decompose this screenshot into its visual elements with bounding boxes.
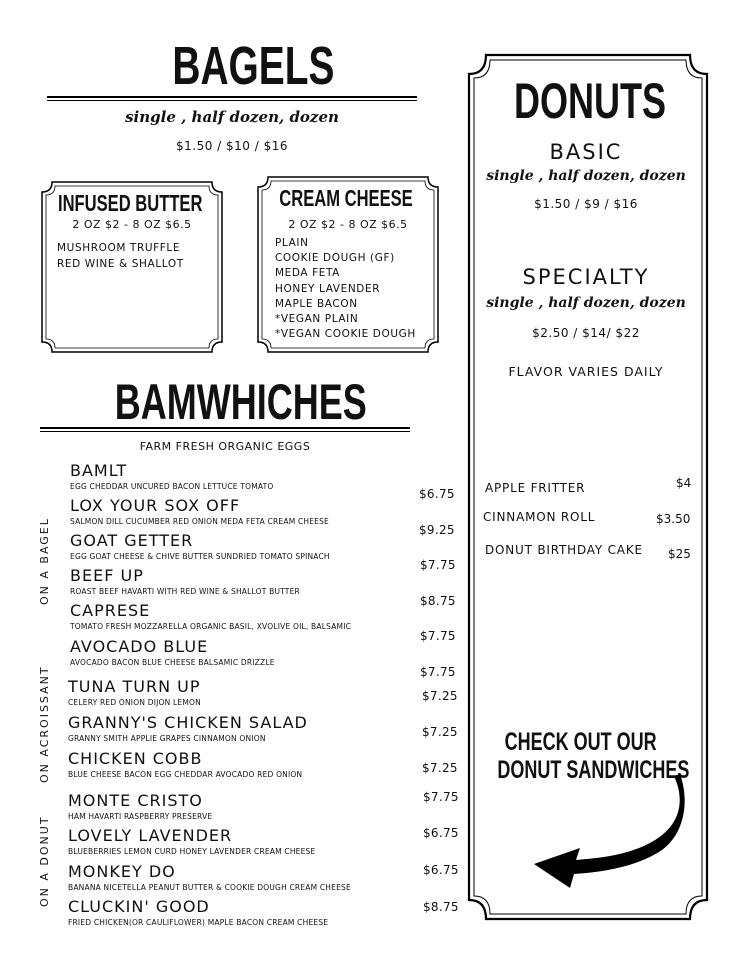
donuts-flavor-note: FLAVOR VARIES DAILY (508, 364, 664, 379)
bamwiches-subtitle: FARM FRESH ORGANIC EGGS (139, 440, 311, 453)
menu-item-desc: BANANA NICETELLA PEANUT BUTTER & COOKIE DOUGH CREAM CHEESE (68, 883, 351, 892)
cream-cheese-sizes: 2 OZ $2 - 8 OZ $6.5 (288, 218, 408, 231)
curved-arrow-icon (530, 772, 690, 892)
bamwiches-rule-top (40, 427, 410, 429)
menu-price: $9.25 (419, 523, 455, 537)
cream-cheese-item: PLAIN (275, 237, 309, 249)
menu-item (70, 461, 274, 491)
menu-price: $7.25 (422, 689, 458, 703)
menu-item-name: MONKEY DO (68, 862, 176, 881)
menu-item-desc: EGG GOAT CHEESE & CHIVE BUTTER SUNDRIED TOMATO SPINACH (70, 552, 330, 561)
menu-item-name: BEEF UP (70, 566, 144, 585)
bagels-prices: $1.50 / $10 / $16 (175, 139, 288, 153)
infused-butter-list (57, 241, 184, 272)
donuts-basic-sizes: single , half dozen, dozen (486, 168, 686, 184)
menu-item-desc: BLUE CHEESE BACON EGG CHEDDAR AVOCADO RED ONION (68, 770, 303, 779)
bamwiches-rule-bottom (40, 431, 410, 432)
menu-price: $6.75 (423, 863, 459, 877)
menu-price: $7.25 (422, 761, 458, 775)
menu-price: $6.75 (419, 487, 455, 501)
donuts-basic-label: BASIC (549, 140, 623, 164)
cream-cheese-item: *VEGAN PLAIN (275, 313, 359, 326)
donuts-specialty-sizes: single , half dozen, dozen (486, 295, 686, 311)
menu-item-desc: AVOCADO BACON BLUE CHEESE BALSAMIC DRIZZLE (70, 658, 275, 667)
menu-item (68, 713, 308, 743)
donuts-title: DONUTS (514, 73, 666, 129)
menu-item-desc: GRANNY SMITH APPLIE GRAPES CINNAMON ONION (68, 734, 266, 743)
menu-item-name: GOAT GETTER (70, 531, 194, 550)
donut-item-price: $25 (668, 547, 691, 561)
donuts-basic-prices: $1.50 / $9 / $16 (534, 197, 638, 211)
menu-item-desc: BLUEBERRIES LEMON CURD HONEY LAVENDER CREAM CHEESE (68, 847, 316, 856)
menu-item-desc: ROAST BEEF HAVARTI WITH RED WINE & SHALLOT BUTTER (70, 587, 300, 596)
cream-cheese-title: CREAM CHEESE (279, 185, 413, 211)
menu-item-name: MONTE CRISTO (68, 791, 203, 810)
menu-item (68, 791, 212, 821)
menu-price: $7.75 (423, 790, 459, 804)
menu-item (70, 601, 351, 631)
menu-item-name: CHICKEN COBB (68, 749, 203, 768)
bagels-sizes: single , half dozen, dozen (125, 108, 339, 126)
menu-item (70, 566, 300, 596)
menu-price: $7.75 (420, 629, 456, 643)
donut-item-price: $4 (676, 476, 692, 490)
donut-item-name: CINNAMON ROLL (483, 510, 596, 524)
bagels-title: BAGELS (172, 36, 335, 96)
donut-item-name: DONUT BIRTHDAY CAKE (485, 543, 643, 557)
menu-item (68, 749, 302, 779)
menu-item (70, 531, 330, 561)
infused-butter-item: MUSHROOM TRUFFLE (57, 242, 181, 254)
menu-item (68, 897, 328, 927)
cream-cheese-list (275, 236, 416, 342)
menu-price: $8.75 (420, 594, 456, 608)
menu-price: $7.75 (420, 665, 456, 679)
menu-item-name: BAMLT (70, 461, 128, 480)
cream-cheese-item: *VEGAN COOKIE DOUGH (275, 328, 416, 341)
menu-item-name: LOX YOUR SOX OFF (70, 496, 241, 515)
donuts-callout-line2: DONUT SANDWICHES (497, 756, 690, 784)
bagels-rule-bottom (47, 100, 417, 101)
menu-item (70, 496, 329, 526)
menu-item (70, 637, 275, 667)
infused-butter-item: RED WINE & SHALLOT (57, 257, 184, 270)
menu-item (68, 862, 351, 892)
menu-item (68, 677, 201, 707)
menu-price: $6.75 (423, 826, 459, 840)
section-label-donut: ON A DONUT (38, 815, 51, 907)
donuts-specialty-prices: $2.50 / $14/ $22 (532, 326, 640, 340)
donut-item-price: $3.50 (656, 512, 691, 526)
menu-price: $8.75 (423, 900, 459, 914)
bagels-rule-top (47, 96, 417, 98)
cream-cheese-item: COOKIE DOUGH (GF) (275, 252, 395, 265)
menu-item-desc: CELERY RED ONION DIJON LEMON (68, 698, 201, 707)
cream-cheese-item: MAPLE BACON (275, 297, 358, 310)
menu-item-desc: FRIED CHICKEN(OR CAULIFLOWER) MAPLE BACON CREAM CHEESE (68, 918, 329, 927)
donut-item-name: APPLE FRITTER (485, 481, 586, 495)
menu-item-name: GRANNY'S CHICKEN SALAD (68, 713, 308, 732)
donuts-callout-line1: CHECK OUT OUR (504, 728, 657, 756)
menu-item-name: LOVELY LAVENDER (68, 826, 233, 845)
menu-item-name: AVOCADO BLUE (70, 637, 209, 656)
menu-item-desc: EGG CHEDDAR UNCURED BACON LETTUCE TOMATO (70, 482, 274, 491)
menu-price: $7.75 (420, 558, 456, 572)
menu-item (68, 826, 315, 856)
menu-item-desc: SALMON DILL CUCUMBER RED ONION MEDA FETA CREAM CHEESE (70, 517, 330, 526)
infused-butter-title: INFUSED BUTTER (58, 190, 203, 216)
donuts-specialty-label: SPECIALTY (522, 265, 650, 289)
menu-item-desc: TOMATO FRESH MOZZARELLA ORGANIC BASIL, XVOLIVE OIL, BALSAMIC (70, 622, 352, 631)
menu-item-name: TUNA TURN UP (68, 677, 201, 696)
bamwiches-title: BAMWHICHES (114, 374, 367, 430)
menu-item-name: CAPRESE (70, 601, 151, 620)
section-label-bagel: ON A BAGEL (38, 517, 51, 605)
cream-cheese-item: MEDA FETA (275, 267, 340, 280)
infused-butter-sizes: 2 OZ $2 - 8 OZ $6.5 (72, 218, 192, 231)
menu-item-name: CLUCKIN' GOOD (68, 897, 210, 916)
menu-price: $7.25 (422, 725, 458, 739)
section-label-croissant: ON ACROISSANT (38, 665, 51, 783)
menu-item-desc: HAM HAVARTI RASPBERRY PRESERVE (68, 812, 213, 821)
cream-cheese-item: HONEY LAVENDER (275, 282, 381, 295)
